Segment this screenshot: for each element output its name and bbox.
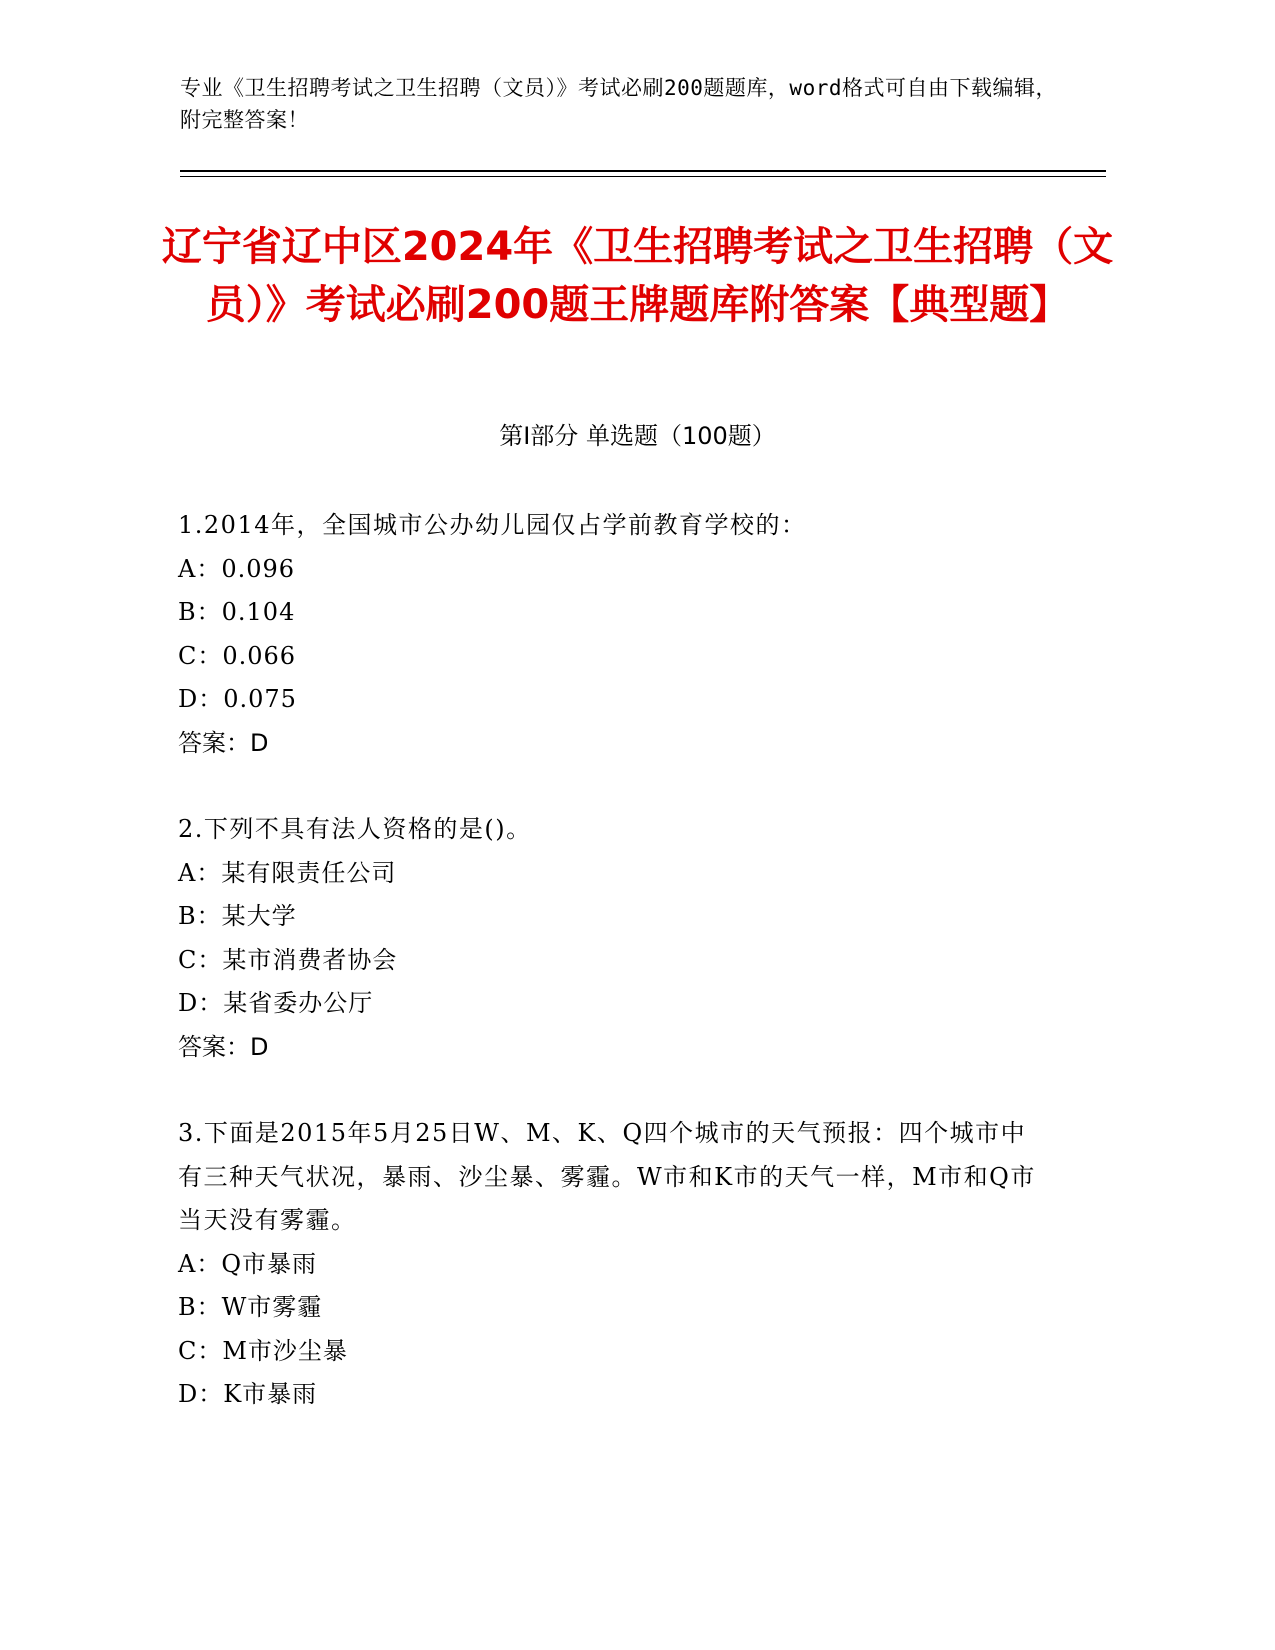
- header-divider-thick: [180, 170, 1106, 172]
- question-stem: 1.2014年，全国城市公办幼儿园仅占学前教育学校的：: [178, 511, 807, 539]
- header-note: 专业《卫生招聘考试之卫生招聘（文员）》考试必刷200题题库，word格式可自由下载编辑，附完整答案！: [180, 76, 1057, 132]
- option-c: C：0.066: [178, 641, 297, 670]
- question-3: [178, 1112, 1038, 1417]
- option-d: D：0.075: [178, 685, 297, 713]
- question-list: [178, 504, 1038, 1460]
- section-heading: 第I部分 单选题（100题）: [499, 422, 776, 450]
- option-b: B：W市雾霾: [178, 1293, 323, 1321]
- option-d: D：K市暴雨: [178, 1380, 318, 1408]
- question-stem: 2.下列不具有法人资格的是()。: [178, 815, 532, 843]
- header-divider-thin: [180, 176, 1106, 177]
- option-b: B：某大学: [178, 902, 297, 930]
- option-a: A：某有限责任公司: [178, 858, 397, 887]
- option-a: A：0.096: [178, 554, 296, 583]
- option-d: D：某省委办公厅: [178, 989, 374, 1017]
- option-c: C：某市消费者协会: [178, 945, 398, 974]
- answer-line: 答案：D: [178, 1032, 269, 1061]
- option-b: B：0.104: [178, 598, 296, 626]
- document-title: 辽宁省辽中区2024年《卫生招聘考试之卫生招聘（文员）》考试必刷200题王牌题库附答案【典型题】: [161, 224, 1114, 328]
- question-1: [178, 504, 1038, 765]
- option-c: C：M市沙尘暴: [178, 1336, 348, 1365]
- question-2: [178, 808, 1038, 1069]
- question-stem: 3.下面是2015年5月25日W、M、K、Q四个城市的天气预报：四个城市中有三种天气状况，暴雨、沙尘暴、雾霾。W市和K市的天气一样，M市和Q市当天没有雾霾。: [178, 1119, 1036, 1234]
- option-a: A：Q市暴雨: [178, 1249, 318, 1278]
- answer-line: 答案：D: [178, 728, 269, 757]
